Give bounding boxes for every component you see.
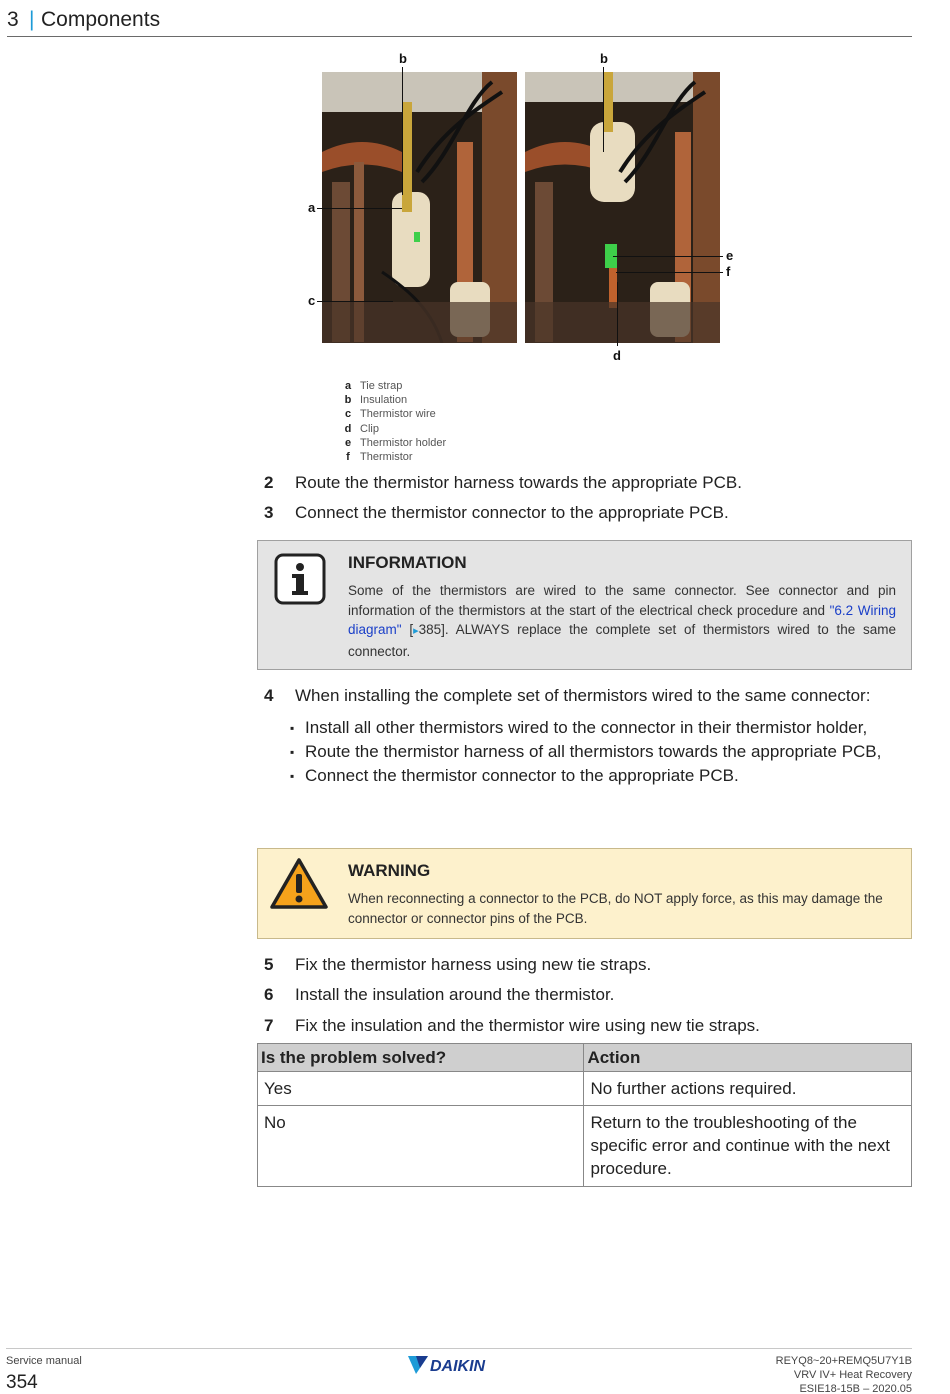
table-row (258, 1072, 912, 1106)
table-header: Action (584, 1044, 912, 1072)
step-4-bullets (290, 716, 910, 788)
table-cell: No further actions required. (584, 1072, 912, 1106)
legend-item: f Thermistor (346, 450, 413, 463)
product-series: VRV IV+ Heat Recovery (793, 1369, 912, 1381)
bullet-icon: ▪ (290, 769, 295, 783)
doc-type: Service manual (6, 1355, 82, 1367)
header-separator: | (29, 8, 35, 31)
page-ref-arrow-icon: ▸ (413, 625, 419, 637)
warning-text: When reconnecting a connector to the PCB, do NOT apply force, as this may damage the connector or connector pins of the PCB. (348, 891, 883, 926)
callout-d: d (613, 348, 621, 363)
step-5: 5 Fix the thermistor harness using new tie straps. (264, 955, 652, 974)
callout-b-right: b (600, 51, 608, 66)
callout-a: a (308, 200, 316, 215)
list-item: ▪ Connect the thermistor connector to the appropriate PCB. (290, 764, 910, 788)
table-cell: No (258, 1106, 584, 1187)
legend-item: a Tie strap (344, 380, 403, 392)
bullet-icon: ▪ (290, 745, 295, 759)
legend-item: e Thermistor holder (344, 436, 447, 449)
list-item: ▪ Install all other thermistors wired to the connector in their thermistor holder, (290, 716, 910, 740)
page-number: 354 (6, 1372, 38, 1393)
callout-f: f (726, 264, 731, 279)
information-text: Some of the thermistors are wired to the same connector. See connector and pin information of the thermistors at the start of the electrical check procedure and "6.2 Wiring diagram" [▸385]. ALWAYS replace the complete set of thermistors wired to the same connector. (348, 583, 897, 659)
svg-text:DAIKIN: DAIKIN (430, 1358, 486, 1375)
warning-heading: WARNING (348, 861, 431, 880)
daikin-logo-icon (406, 1354, 512, 1376)
warning-box (257, 848, 912, 939)
callout-c: c (308, 293, 316, 308)
callout-line (317, 301, 393, 302)
information-heading: INFORMATION (348, 553, 467, 572)
legend-item: c Thermistor wire (344, 408, 436, 421)
page-header (7, 6, 912, 37)
information-icon (274, 553, 326, 605)
table-header: Is the problem solved? (258, 1044, 584, 1072)
document-identification (776, 1354, 912, 1394)
table-cell: Return to the troubleshooting of the specific error and continue with the next procedure. (584, 1106, 912, 1187)
callout-line (613, 256, 723, 257)
callout-b-left: b (399, 51, 407, 66)
legend-item: d Clip (344, 422, 379, 435)
document-id: ESIE18-15B – 2020.05 (799, 1383, 912, 1394)
step-3: 3 Connect the thermistor connector to the appropriate PCB. (264, 503, 729, 522)
table-header-row (258, 1044, 912, 1072)
callout-line (317, 208, 402, 209)
daikin-logo (406, 1354, 512, 1381)
step-7: 7 Fix the insulation and the thermistor wire using new tie straps. (264, 1016, 760, 1035)
chapter-number: 3 (7, 8, 19, 31)
step-2: 2 Route the thermistor harness towards the appropriate PCB. (264, 473, 742, 492)
step-6: 6 Install the insulation around the thermistor. (264, 985, 615, 1004)
callout-line (402, 67, 403, 195)
callout-line (617, 282, 618, 346)
photo-after (525, 72, 720, 343)
figure-legend (336, 379, 446, 464)
thermistor-figure (300, 48, 750, 368)
table-cell: Yes (258, 1072, 584, 1106)
bullet-icon: ▪ (290, 721, 295, 735)
information-box (257, 540, 912, 670)
problem-solved-table (257, 1043, 912, 1187)
model-code: REYQ8~20+REMQ5U7Y1B (775, 1355, 912, 1367)
list-item: ▪ Route the thermistor harness of all thermistors towards the appropriate PCB, (290, 740, 910, 764)
step-4: 4 When installing the complete set of thermistors wired to the same connector: (264, 686, 871, 705)
warning-icon (269, 857, 329, 911)
callout-line (603, 67, 604, 152)
table-row (258, 1106, 912, 1187)
wiring-diagram-link[interactable]: "6.2 Wiring diagram" (348, 602, 897, 637)
legend-item: b Insulation (344, 394, 408, 407)
page-footer (6, 1348, 912, 1394)
callout-e: e (726, 248, 734, 263)
callout-line (616, 272, 723, 273)
chapter-title: Components (41, 8, 161, 31)
